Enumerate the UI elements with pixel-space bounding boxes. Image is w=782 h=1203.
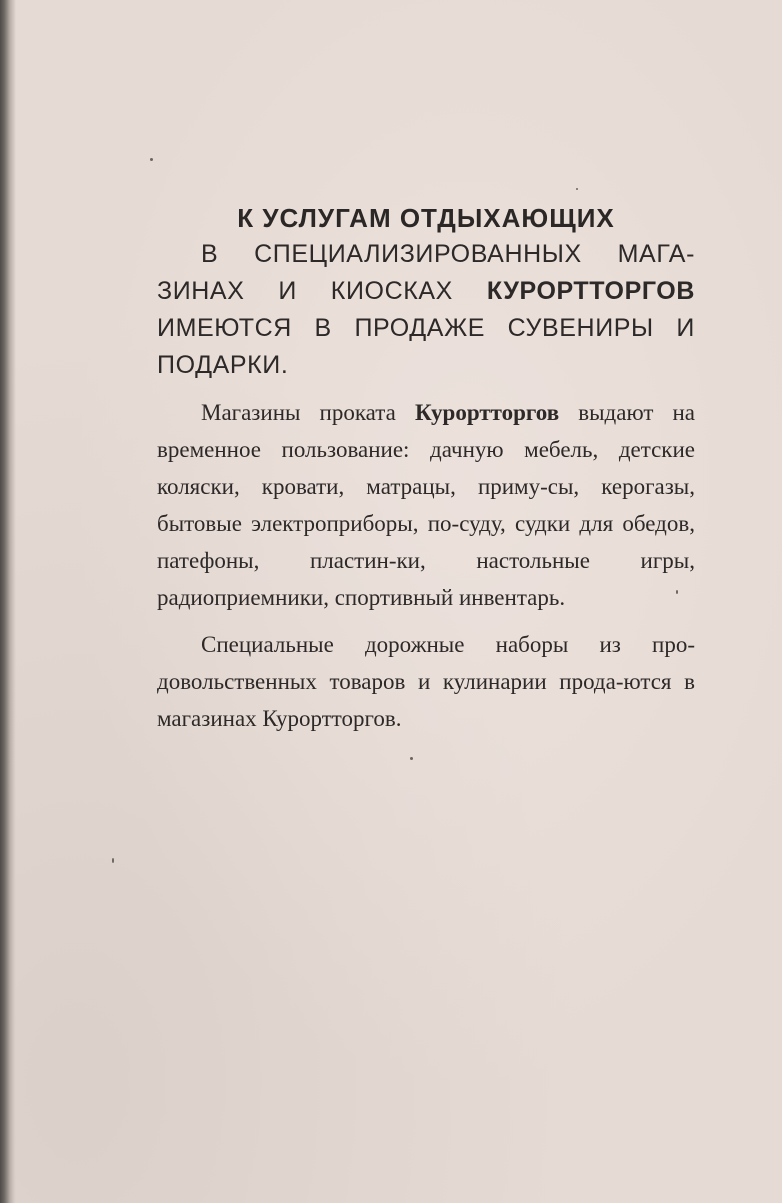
page-binding-edge	[0, 0, 16, 1203]
paper-speck	[576, 188, 578, 190]
section-heading: К УСЛУГАМ ОТДЫХАЮЩИХ	[237, 203, 615, 233]
intro-paragraph	[157, 236, 695, 384]
intro-emphasis: КУРОРТТОРГОВ	[486, 277, 696, 305]
intro-tail: ИМЕЮТСЯ В ПРОДАЖЕ СУВЕНИРЫ И ПОДАРКИ.	[157, 314, 695, 379]
rental-paragraph	[157, 394, 695, 616]
paper-speck	[410, 757, 413, 760]
rental-emphasis: Курортторгов	[414, 400, 560, 425]
rental-tail: выдают на временное пользование: дачную мебель, детские коляски, кровати, матрацы, приму-сы, керогазы, бытовые электроприборы, по-суду, судки для обедов, патефоны, пластин-ки, настольные игры, радиоприемники, спортивный инвентарь.	[157, 400, 695, 610]
rental-lead: Магазины проката	[201, 400, 396, 425]
intro-lead: В СПЕЦИАЛИЗИРОВАННЫХ МАГА-ЗИНАХ И КИОСКАХ	[157, 240, 695, 305]
text-block	[157, 200, 695, 737]
paper-speck	[112, 858, 114, 863]
travel-kits-paragraph: Специальные дорожные наборы из про-довольственных товаров и кулинарии прода-ются в магазинах Курортторгов.	[157, 632, 695, 731]
paper-speck	[150, 158, 153, 161]
